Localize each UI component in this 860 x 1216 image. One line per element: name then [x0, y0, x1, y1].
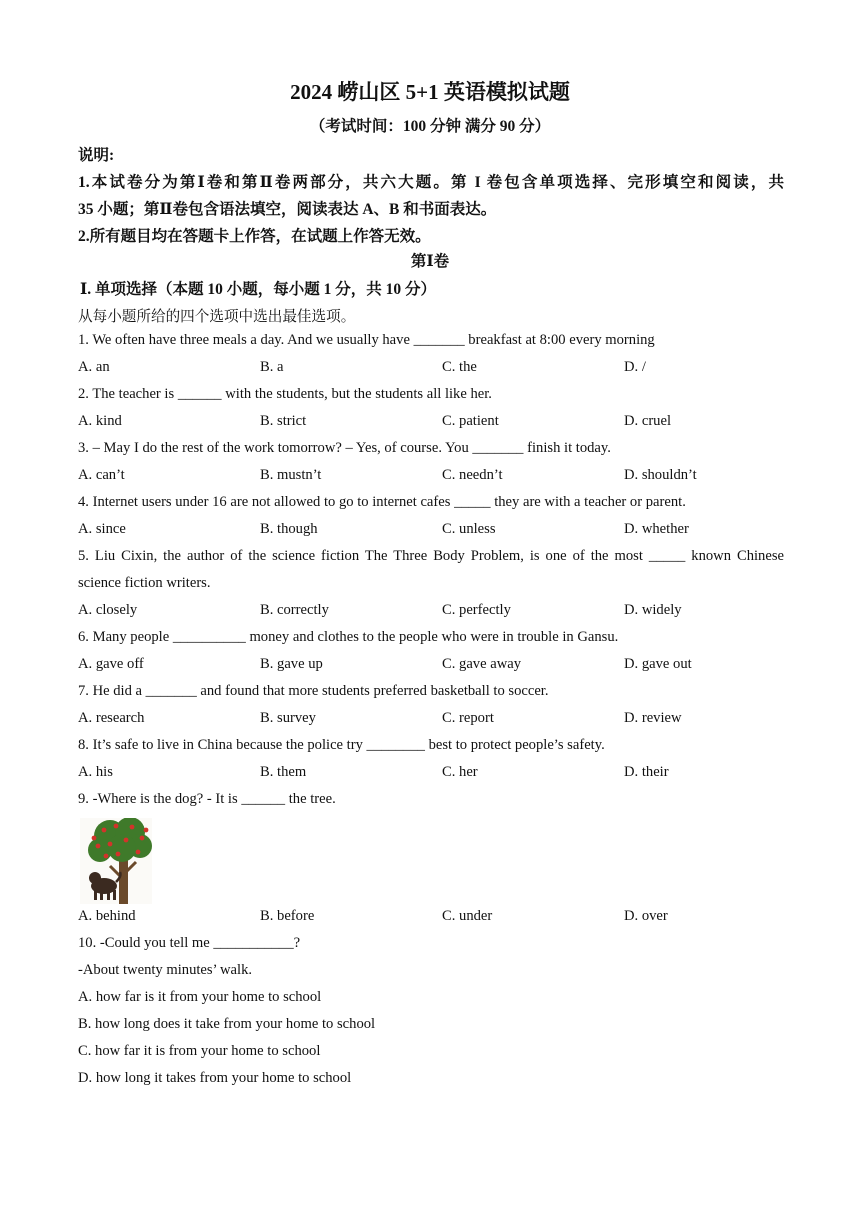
- part-title: Ⅰ. 单项选择（本题 10 小题，每小题 1 分，共 10 分）: [80, 281, 437, 298]
- option-b: B. a: [260, 359, 284, 375]
- option-b: B. survey: [260, 710, 316, 726]
- option-a: A. an: [78, 359, 110, 375]
- option-a: A. behind: [78, 908, 136, 924]
- option-b: B. correctly: [260, 602, 329, 618]
- option-a: A. gave off: [78, 656, 144, 672]
- instruction-line-1b: 35 小题；第Ⅱ卷包含语法填空，阅读表达 A、B 和书面表达。: [78, 201, 497, 218]
- option-a: A. how far is it from your home to school: [78, 989, 322, 1005]
- option-c: C. under: [442, 908, 493, 924]
- question-stem: 3. – May I do the rest of the work tomorrow? – Yes, of course. You _______ finish it today.: [78, 440, 611, 456]
- option-b: B. strict: [260, 413, 307, 429]
- option-d: D. over: [624, 908, 668, 924]
- option-d: D. cruel: [624, 413, 672, 429]
- instructions-label: 说明:: [78, 147, 115, 164]
- option-d: D. whether: [624, 521, 689, 537]
- option-c: C. report: [442, 710, 494, 726]
- option-b: B. though: [260, 521, 318, 537]
- option-a: A. his: [78, 764, 113, 780]
- question-stem: 7. He did a _______ and found that more students preferred basketball to soccer.: [78, 683, 549, 699]
- option-a: A. can’t: [78, 467, 125, 483]
- option-c: C. patient: [442, 413, 499, 429]
- option-b: B. them: [260, 764, 307, 780]
- option-d: D. how long it takes from your home to school: [78, 1070, 352, 1086]
- option-a: A. research: [78, 710, 145, 726]
- option-d: D. widely: [624, 602, 682, 618]
- question-stem: 4. Internet users under 16 are not allowed to go to internet cafes _____ they are with a teacher or parent.: [78, 494, 686, 510]
- option-a: A. kind: [78, 413, 122, 429]
- exam-title: 2024 崂山区 5+1 英语模拟试题: [290, 80, 570, 104]
- option-d: D. review: [624, 710, 682, 726]
- question-stem: 6. Many people __________ money and clothes to the people who were in trouble in Gansu.: [78, 629, 619, 645]
- section-title: 第Ⅰ卷: [410, 253, 450, 270]
- option-b: B. before: [260, 908, 315, 924]
- question-stem: 9. -Where is the dog? - It is ______ the tree.: [78, 791, 336, 807]
- option-c: C. her: [442, 764, 478, 780]
- option-d: D. gave out: [624, 656, 692, 672]
- option-c: C. the: [442, 359, 477, 375]
- option-c: C. perfectly: [442, 602, 511, 618]
- question-stem: 10. -Could you tell me ___________?: [78, 935, 301, 951]
- option-d: D. /: [624, 359, 646, 375]
- part-directions: 从每小题所给的四个选项中选出最佳选项。: [78, 309, 356, 325]
- option-c: C. unless: [442, 521, 496, 537]
- instruction-line-1a: 1.本试卷分为第Ⅰ卷和第Ⅱ卷两部分，共六大题。第 I 卷包含单项选择、完形填空和阅读，共: [78, 174, 784, 191]
- option-d: D. shouldn’t: [624, 467, 697, 483]
- option-b: B. how long does it take from your home to school: [78, 1016, 376, 1032]
- instruction-line-2: 2.所有题目均在答题卡上作答，在试题上作答无效。: [78, 228, 431, 245]
- tree-and-dog-illustration: [80, 818, 152, 904]
- option-c: C. needn’t: [442, 467, 503, 483]
- question-stem: 2. The teacher is ______ with the students, but the students all like her.: [78, 386, 492, 402]
- exam-subtitle: （考试时间：100 分钟 满分 90 分）: [309, 118, 551, 135]
- question-stem-continued: science fiction writers.: [78, 575, 211, 591]
- option-c: C. how far it is from your home to school: [78, 1043, 321, 1059]
- question-stem: 5. Liu Cixin, the author of the science fiction The Three Body Problem, is one of the most _____ known Chinese: [78, 548, 784, 564]
- option-b: B. mustn’t: [260, 467, 322, 483]
- option-a: A. since: [78, 521, 126, 537]
- option-b: B. gave up: [260, 656, 323, 672]
- option-c: C. gave away: [442, 656, 522, 672]
- option-a: A. closely: [78, 602, 138, 618]
- option-d: D. their: [624, 764, 669, 780]
- question-answer-line: -About twenty minutes’ walk.: [78, 962, 253, 978]
- question-stem: 1. We often have three meals a day. And we usually have _______ breakfast at 8:00 every morning: [78, 332, 655, 348]
- question-stem: 8. It’s safe to live in China because the police try ________ best to protect people’s safety.: [78, 737, 605, 753]
